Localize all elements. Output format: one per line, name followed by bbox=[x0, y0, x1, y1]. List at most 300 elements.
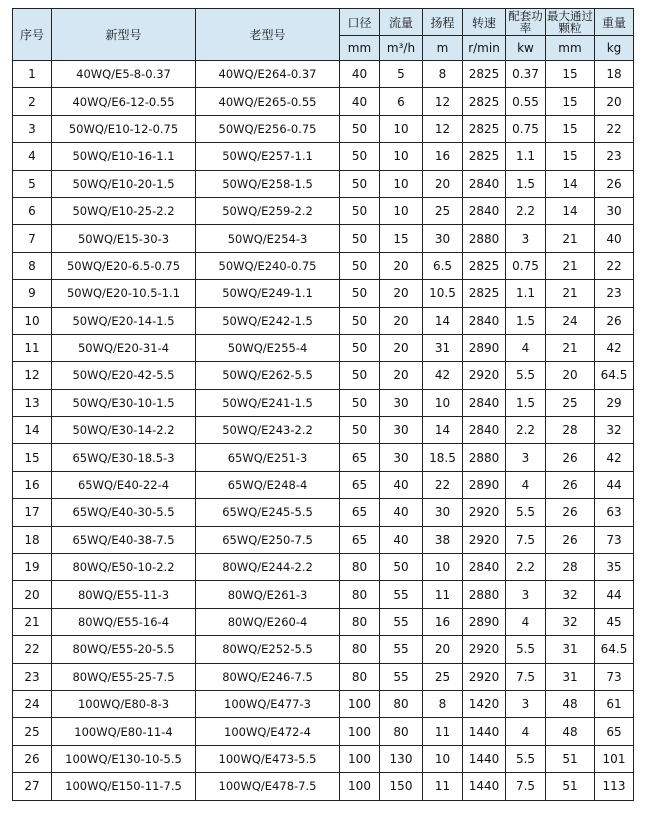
cell-particle: 31 bbox=[546, 636, 595, 663]
cell-caliber: 80 bbox=[340, 608, 380, 635]
cell-seq: 21 bbox=[13, 608, 52, 635]
cell-caliber: 50 bbox=[340, 225, 380, 252]
cell-particle: 20 bbox=[546, 362, 595, 389]
cell-power: 0.75 bbox=[506, 252, 546, 279]
cell-power: 2.2 bbox=[506, 554, 546, 581]
cell-head: 11 bbox=[423, 581, 463, 608]
cell-weight: 101 bbox=[595, 745, 634, 772]
cell-seq: 3 bbox=[13, 115, 52, 142]
cell-particle: 15 bbox=[546, 61, 595, 88]
cell-power: 5.5 bbox=[506, 745, 546, 772]
cell-speed: 2890 bbox=[463, 334, 506, 361]
cell-seq: 23 bbox=[13, 663, 52, 690]
cell-power: 4 bbox=[506, 608, 546, 635]
cell-flow: 10 bbox=[380, 115, 423, 142]
cell-seq: 27 bbox=[13, 773, 52, 800]
table-row bbox=[13, 581, 634, 608]
cell-caliber: 50 bbox=[340, 252, 380, 279]
cell-new-model: 65WQ/E40-22-4 bbox=[52, 471, 196, 498]
cell-weight: 113 bbox=[595, 773, 634, 800]
header-old-model: 老型号 bbox=[196, 9, 340, 61]
cell-old-model: 100WQ/E477-3 bbox=[196, 690, 340, 717]
cell-power: 1.5 bbox=[506, 307, 546, 334]
cell-seq: 16 bbox=[13, 471, 52, 498]
cell-flow: 55 bbox=[380, 663, 423, 690]
cell-speed: 2920 bbox=[463, 362, 506, 389]
cell-caliber: 50 bbox=[340, 115, 380, 142]
cell-seq: 8 bbox=[13, 252, 52, 279]
cell-flow: 20 bbox=[380, 334, 423, 361]
cell-weight: 23 bbox=[595, 143, 634, 170]
cell-seq: 15 bbox=[13, 444, 52, 471]
cell-old-model: 50WQ/E256-0.75 bbox=[196, 115, 340, 142]
table-row bbox=[13, 334, 634, 361]
table-row bbox=[13, 444, 634, 471]
cell-power: 5.5 bbox=[506, 636, 546, 663]
table-row bbox=[13, 61, 634, 88]
cell-old-model: 80WQ/E252-5.5 bbox=[196, 636, 340, 663]
cell-head: 10 bbox=[423, 389, 463, 416]
table-row bbox=[13, 690, 634, 717]
cell-power: 4 bbox=[506, 334, 546, 361]
table-row bbox=[13, 307, 634, 334]
cell-seq: 12 bbox=[13, 362, 52, 389]
cell-speed: 1440 bbox=[463, 745, 506, 772]
cell-speed: 1440 bbox=[463, 773, 506, 800]
cell-flow: 150 bbox=[380, 773, 423, 800]
cell-power: 5.5 bbox=[506, 499, 546, 526]
cell-caliber: 50 bbox=[340, 334, 380, 361]
cell-weight: 64.5 bbox=[595, 362, 634, 389]
cell-seq: 6 bbox=[13, 197, 52, 224]
cell-power: 1.1 bbox=[506, 280, 546, 307]
table-row bbox=[13, 526, 634, 553]
cell-power: 1.5 bbox=[506, 389, 546, 416]
cell-seq: 5 bbox=[13, 170, 52, 197]
cell-weight: 64.5 bbox=[595, 636, 634, 663]
cell-weight: 29 bbox=[595, 389, 634, 416]
cell-old-model: 50WQ/E255-4 bbox=[196, 334, 340, 361]
cell-caliber: 65 bbox=[340, 444, 380, 471]
cell-head: 42 bbox=[423, 362, 463, 389]
cell-seq: 22 bbox=[13, 636, 52, 663]
table-row bbox=[13, 170, 634, 197]
cell-particle: 21 bbox=[546, 225, 595, 252]
cell-speed: 2825 bbox=[463, 280, 506, 307]
unit-head: m bbox=[423, 36, 463, 61]
table-row bbox=[13, 718, 634, 745]
cell-power: 7.5 bbox=[506, 773, 546, 800]
cell-head: 14 bbox=[423, 417, 463, 444]
cell-weight: 44 bbox=[595, 471, 634, 498]
cell-seq: 20 bbox=[13, 581, 52, 608]
cell-speed: 2920 bbox=[463, 663, 506, 690]
cell-weight: 65 bbox=[595, 718, 634, 745]
cell-new-model: 80WQ/E55-11-3 bbox=[52, 581, 196, 608]
cell-flow: 40 bbox=[380, 526, 423, 553]
cell-speed: 2840 bbox=[463, 554, 506, 581]
cell-seq: 11 bbox=[13, 334, 52, 361]
cell-new-model: 50WQ/E20-6.5-0.75 bbox=[52, 252, 196, 279]
cell-new-model: 50WQ/E10-25-2.2 bbox=[52, 197, 196, 224]
cell-power: 5.5 bbox=[506, 362, 546, 389]
cell-new-model: 40WQ/E5-8-0.37 bbox=[52, 61, 196, 88]
cell-old-model: 65WQ/E251-3 bbox=[196, 444, 340, 471]
cell-weight: 63 bbox=[595, 499, 634, 526]
table-row bbox=[13, 197, 634, 224]
cell-caliber: 100 bbox=[340, 745, 380, 772]
cell-weight: 26 bbox=[595, 170, 634, 197]
cell-seq: 4 bbox=[13, 143, 52, 170]
cell-seq: 17 bbox=[13, 499, 52, 526]
cell-speed: 2880 bbox=[463, 225, 506, 252]
cell-new-model: 50WQ/E10-20-1.5 bbox=[52, 170, 196, 197]
cell-flow: 55 bbox=[380, 636, 423, 663]
cell-head: 12 bbox=[423, 88, 463, 115]
cell-flow: 10 bbox=[380, 143, 423, 170]
cell-head: 14 bbox=[423, 307, 463, 334]
cell-head: 16 bbox=[423, 143, 463, 170]
cell-flow: 55 bbox=[380, 608, 423, 635]
cell-particle: 51 bbox=[546, 745, 595, 772]
unit-flow: m³/h bbox=[380, 36, 423, 61]
cell-old-model: 65WQ/E248-4 bbox=[196, 471, 340, 498]
cell-weight: 22 bbox=[595, 252, 634, 279]
cell-old-model: 50WQ/E241-1.5 bbox=[196, 389, 340, 416]
header-caliber: 口径 bbox=[340, 9, 380, 36]
cell-weight: 73 bbox=[595, 526, 634, 553]
cell-old-model: 50WQ/E258-1.5 bbox=[196, 170, 340, 197]
cell-speed: 1440 bbox=[463, 718, 506, 745]
cell-caliber: 100 bbox=[340, 718, 380, 745]
cell-seq: 9 bbox=[13, 280, 52, 307]
cell-head: 8 bbox=[423, 690, 463, 717]
cell-new-model: 65WQ/E30-18.5-3 bbox=[52, 444, 196, 471]
cell-new-model: 50WQ/E20-42-5.5 bbox=[52, 362, 196, 389]
cell-weight: 40 bbox=[595, 225, 634, 252]
table-row bbox=[13, 471, 634, 498]
header-flow: 流量 bbox=[380, 9, 423, 36]
cell-flow: 50 bbox=[380, 554, 423, 581]
cell-new-model: 50WQ/E30-14-2.2 bbox=[52, 417, 196, 444]
cell-flow: 30 bbox=[380, 444, 423, 471]
cell-old-model: 40WQ/E265-0.55 bbox=[196, 88, 340, 115]
cell-caliber: 65 bbox=[340, 499, 380, 526]
cell-flow: 20 bbox=[380, 280, 423, 307]
cell-caliber: 80 bbox=[340, 554, 380, 581]
cell-new-model: 50WQ/E30-10-1.5 bbox=[52, 389, 196, 416]
table-row bbox=[13, 608, 634, 635]
table-row bbox=[13, 252, 634, 279]
cell-head: 25 bbox=[423, 197, 463, 224]
table-row bbox=[13, 499, 634, 526]
cell-new-model: 100WQ/E80-11-4 bbox=[52, 718, 196, 745]
cell-caliber: 100 bbox=[340, 690, 380, 717]
cell-caliber: 100 bbox=[340, 773, 380, 800]
cell-particle: 26 bbox=[546, 471, 595, 498]
cell-power: 4 bbox=[506, 471, 546, 498]
cell-old-model: 50WQ/E254-3 bbox=[196, 225, 340, 252]
cell-weight: 22 bbox=[595, 115, 634, 142]
cell-power: 3 bbox=[506, 225, 546, 252]
cell-flow: 10 bbox=[380, 197, 423, 224]
cell-flow: 10 bbox=[380, 170, 423, 197]
cell-old-model: 40WQ/E264-0.37 bbox=[196, 61, 340, 88]
cell-caliber: 50 bbox=[340, 143, 380, 170]
cell-old-model: 50WQ/E262-5.5 bbox=[196, 362, 340, 389]
cell-weight: 20 bbox=[595, 88, 634, 115]
cell-weight: 30 bbox=[595, 197, 634, 224]
cell-new-model: 100WQ/E130-10-5.5 bbox=[52, 745, 196, 772]
cell-seq: 24 bbox=[13, 690, 52, 717]
table-row bbox=[13, 636, 634, 663]
cell-particle: 31 bbox=[546, 663, 595, 690]
cell-speed: 2920 bbox=[463, 499, 506, 526]
cell-old-model: 80WQ/E260-4 bbox=[196, 608, 340, 635]
cell-head: 10 bbox=[423, 745, 463, 772]
cell-particle: 21 bbox=[546, 280, 595, 307]
cell-particle: 32 bbox=[546, 608, 595, 635]
unit-speed: r/min bbox=[463, 36, 506, 61]
cell-flow: 15 bbox=[380, 225, 423, 252]
cell-power: 2.2 bbox=[506, 197, 546, 224]
cell-new-model: 50WQ/E20-14-1.5 bbox=[52, 307, 196, 334]
cell-weight: 61 bbox=[595, 690, 634, 717]
table-row bbox=[13, 554, 634, 581]
cell-old-model: 80WQ/E246-7.5 bbox=[196, 663, 340, 690]
header-power: 配套功率 bbox=[506, 9, 546, 36]
cell-speed: 2880 bbox=[463, 581, 506, 608]
cell-particle: 32 bbox=[546, 581, 595, 608]
header-head: 扬程 bbox=[423, 9, 463, 36]
cell-weight: 44 bbox=[595, 581, 634, 608]
cell-head: 11 bbox=[423, 773, 463, 800]
cell-power: 2.2 bbox=[506, 417, 546, 444]
header-new-model: 新型号 bbox=[52, 9, 196, 61]
cell-head: 20 bbox=[423, 170, 463, 197]
cell-caliber: 65 bbox=[340, 526, 380, 553]
cell-caliber: 50 bbox=[340, 197, 380, 224]
table-row bbox=[13, 88, 634, 115]
cell-power: 0.37 bbox=[506, 61, 546, 88]
cell-weight: 73 bbox=[595, 663, 634, 690]
cell-flow: 80 bbox=[380, 718, 423, 745]
cell-caliber: 80 bbox=[340, 636, 380, 663]
cell-flow: 40 bbox=[380, 471, 423, 498]
cell-old-model: 50WQ/E259-2.2 bbox=[196, 197, 340, 224]
table-row bbox=[13, 663, 634, 690]
cell-speed: 2825 bbox=[463, 115, 506, 142]
cell-power: 4 bbox=[506, 718, 546, 745]
cell-seq: 1 bbox=[13, 61, 52, 88]
cell-speed: 2825 bbox=[463, 252, 506, 279]
cell-particle: 48 bbox=[546, 718, 595, 745]
cell-weight: 18 bbox=[595, 61, 634, 88]
cell-speed: 2825 bbox=[463, 61, 506, 88]
table-row bbox=[13, 773, 634, 800]
cell-seq: 10 bbox=[13, 307, 52, 334]
header-seq: 序号 bbox=[13, 9, 52, 61]
cell-caliber: 40 bbox=[340, 61, 380, 88]
cell-head: 25 bbox=[423, 663, 463, 690]
table-body bbox=[13, 61, 634, 801]
table-row bbox=[13, 389, 634, 416]
cell-power: 3 bbox=[506, 581, 546, 608]
cell-head: 8 bbox=[423, 61, 463, 88]
cell-power: 3 bbox=[506, 690, 546, 717]
cell-particle: 26 bbox=[546, 444, 595, 471]
cell-new-model: 100WQ/E150-11-7.5 bbox=[52, 773, 196, 800]
table-header bbox=[13, 9, 634, 61]
unit-weight: kg bbox=[595, 36, 634, 61]
cell-speed: 2840 bbox=[463, 170, 506, 197]
cell-speed: 2880 bbox=[463, 444, 506, 471]
cell-particle: 14 bbox=[546, 170, 595, 197]
unit-particle: mm bbox=[546, 36, 595, 61]
table-row bbox=[13, 362, 634, 389]
table-row bbox=[13, 280, 634, 307]
cell-new-model: 50WQ/E10-12-0.75 bbox=[52, 115, 196, 142]
cell-old-model: 80WQ/E244-2.2 bbox=[196, 554, 340, 581]
cell-head: 10 bbox=[423, 554, 463, 581]
cell-flow: 6 bbox=[380, 88, 423, 115]
cell-flow: 20 bbox=[380, 307, 423, 334]
cell-flow: 30 bbox=[380, 389, 423, 416]
table-row bbox=[13, 417, 634, 444]
cell-new-model: 80WQ/E50-10-2.2 bbox=[52, 554, 196, 581]
cell-head: 38 bbox=[423, 526, 463, 553]
unit-caliber: mm bbox=[340, 36, 380, 61]
cell-new-model: 65WQ/E40-38-7.5 bbox=[52, 526, 196, 553]
cell-old-model: 50WQ/E242-1.5 bbox=[196, 307, 340, 334]
cell-speed: 2920 bbox=[463, 636, 506, 663]
cell-old-model: 50WQ/E249-1.1 bbox=[196, 280, 340, 307]
cell-particle: 28 bbox=[546, 554, 595, 581]
cell-flow: 20 bbox=[380, 362, 423, 389]
cell-speed: 2840 bbox=[463, 307, 506, 334]
table-row bbox=[13, 225, 634, 252]
cell-flow: 20 bbox=[380, 252, 423, 279]
cell-new-model: 80WQ/E55-16-4 bbox=[52, 608, 196, 635]
cell-particle: 28 bbox=[546, 417, 595, 444]
table-row bbox=[13, 143, 634, 170]
cell-flow: 5 bbox=[380, 61, 423, 88]
cell-power: 3 bbox=[506, 444, 546, 471]
cell-caliber: 80 bbox=[340, 581, 380, 608]
cell-weight: 35 bbox=[595, 554, 634, 581]
cell-power: 7.5 bbox=[506, 663, 546, 690]
cell-weight: 42 bbox=[595, 444, 634, 471]
cell-particle: 15 bbox=[546, 88, 595, 115]
cell-old-model: 65WQ/E245-5.5 bbox=[196, 499, 340, 526]
cell-particle: 14 bbox=[546, 197, 595, 224]
cell-power: 0.75 bbox=[506, 115, 546, 142]
cell-seq: 13 bbox=[13, 389, 52, 416]
cell-seq: 2 bbox=[13, 88, 52, 115]
cell-old-model: 65WQ/E250-7.5 bbox=[196, 526, 340, 553]
cell-speed: 2840 bbox=[463, 197, 506, 224]
cell-particle: 24 bbox=[546, 307, 595, 334]
cell-weight: 32 bbox=[595, 417, 634, 444]
table-row bbox=[13, 115, 634, 142]
cell-power: 7.5 bbox=[506, 526, 546, 553]
cell-head: 6.5 bbox=[423, 252, 463, 279]
cell-flow: 55 bbox=[380, 581, 423, 608]
cell-flow: 40 bbox=[380, 499, 423, 526]
cell-seq: 25 bbox=[13, 718, 52, 745]
cell-new-model: 50WQ/E15-30-3 bbox=[52, 225, 196, 252]
cell-flow: 80 bbox=[380, 690, 423, 717]
spec-table-container bbox=[12, 8, 634, 801]
cell-head: 12 bbox=[423, 115, 463, 142]
cell-caliber: 80 bbox=[340, 663, 380, 690]
cell-head: 30 bbox=[423, 499, 463, 526]
cell-head: 22 bbox=[423, 471, 463, 498]
cell-speed: 2840 bbox=[463, 389, 506, 416]
cell-head: 30 bbox=[423, 225, 463, 252]
pump-spec-table bbox=[12, 8, 634, 801]
cell-head: 18.5 bbox=[423, 444, 463, 471]
cell-flow: 130 bbox=[380, 745, 423, 772]
cell-old-model: 50WQ/E240-0.75 bbox=[196, 252, 340, 279]
cell-weight: 23 bbox=[595, 280, 634, 307]
cell-speed: 2890 bbox=[463, 471, 506, 498]
cell-speed: 2920 bbox=[463, 526, 506, 553]
cell-power: 1.5 bbox=[506, 170, 546, 197]
cell-particle: 48 bbox=[546, 690, 595, 717]
cell-new-model: 100WQ/E80-8-3 bbox=[52, 690, 196, 717]
cell-old-model: 100WQ/E478-7.5 bbox=[196, 773, 340, 800]
cell-weight: 26 bbox=[595, 307, 634, 334]
cell-seq: 14 bbox=[13, 417, 52, 444]
cell-power: 0.55 bbox=[506, 88, 546, 115]
cell-particle: 15 bbox=[546, 115, 595, 142]
cell-weight: 42 bbox=[595, 334, 634, 361]
cell-flow: 30 bbox=[380, 417, 423, 444]
cell-particle: 15 bbox=[546, 143, 595, 170]
cell-new-model: 80WQ/E55-25-7.5 bbox=[52, 663, 196, 690]
cell-particle: 21 bbox=[546, 252, 595, 279]
cell-head: 16 bbox=[423, 608, 463, 635]
header-particle: 最大通过颗粒 bbox=[547, 9, 593, 35]
cell-weight: 45 bbox=[595, 608, 634, 635]
cell-speed: 2825 bbox=[463, 88, 506, 115]
cell-particle: 26 bbox=[546, 526, 595, 553]
cell-caliber: 50 bbox=[340, 417, 380, 444]
cell-new-model: 80WQ/E55-20-5.5 bbox=[52, 636, 196, 663]
table-row bbox=[13, 745, 634, 772]
cell-old-model: 100WQ/E472-4 bbox=[196, 718, 340, 745]
cell-speed: 2840 bbox=[463, 417, 506, 444]
cell-speed: 2890 bbox=[463, 608, 506, 635]
cell-seq: 18 bbox=[13, 526, 52, 553]
cell-new-model: 50WQ/E10-16-1.1 bbox=[52, 143, 196, 170]
cell-old-model: 100WQ/E473-5.5 bbox=[196, 745, 340, 772]
cell-caliber: 40 bbox=[340, 88, 380, 115]
cell-caliber: 50 bbox=[340, 307, 380, 334]
cell-new-model: 40WQ/E6-12-0.55 bbox=[52, 88, 196, 115]
cell-speed: 2825 bbox=[463, 143, 506, 170]
cell-new-model: 50WQ/E20-31-4 bbox=[52, 334, 196, 361]
unit-power: kw bbox=[506, 36, 546, 61]
cell-head: 31 bbox=[423, 334, 463, 361]
cell-seq: 26 bbox=[13, 745, 52, 772]
header-speed: 转速 bbox=[463, 9, 506, 36]
cell-old-model: 80WQ/E261-3 bbox=[196, 581, 340, 608]
cell-caliber: 65 bbox=[340, 471, 380, 498]
cell-head: 20 bbox=[423, 636, 463, 663]
cell-caliber: 50 bbox=[340, 170, 380, 197]
